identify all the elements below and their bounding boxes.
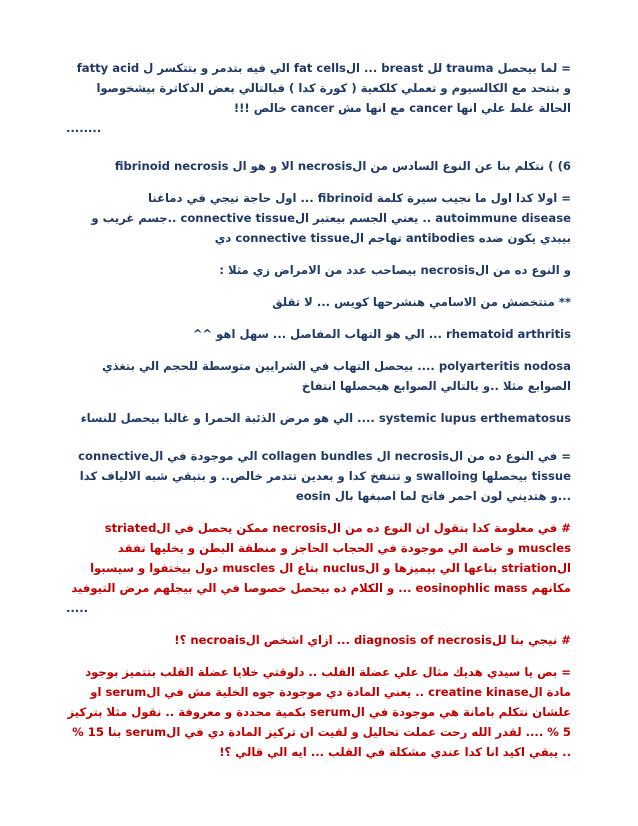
paragraph-diagnosis-heading: # نيجي بنا للdiagnosis of necrosis ... ازاي اشخص الnecroais ؟! — [174, 633, 571, 647]
paragraph-rheumatoid-arthritis: rhematoid arthritis ... الي هو التهاب المفاصل ... سهل اهو ^^ — [192, 327, 571, 341]
paragraph-striated-muscles: # في معلومة كدا بتقول ان النوع ده من الnecrosis ممكن يحصل في الstriated muscles و خاصة الي موجودة في الحجاب الحاجز و منطقة البطن و يخليها تفقد الstriation بتاعها الي بيميزها و الnuclus بتاع ال muscles دول بيختفوا و سيسبوا مكانهم eosinophlic mass ... و الكلام ده بيحصل خصوصا في الي بيجلهم مرض التيوفيد — [71, 521, 571, 595]
paragraph-lupus: systemic lupus erthematosus .... الي هو مرض الذئبة الحمرا و غالبا بيحصل للنساء — [80, 411, 571, 425]
paragraph-diseases-intro: و النوع ده من الnecrosis بيصاحب عدد من الامراض زي مثلا : — [219, 263, 571, 277]
paragraph-dont-worry: ** متتخضش من الاسامي هنشرحها كويس ... لا تقلق — [272, 295, 571, 309]
paragraph-polyarteritis: polyarteritis nodosa .... بيحصل التهاب في الشرايين متوسطة للحجم الي بتغذي الصوابع مثلا ..و بالتالي الصوابع هيحصلها انتفاخ — [102, 359, 571, 393]
paragraph-autoimmune: = اولا كدا اول ما نجيب سيرة كلمة fibrinoid ... اول حاجة تيجي في دماغنا autoimmune disease .. يعني الجسم بيعتبر الconnective tissue ..جسم غريب و بيبدي يكون ضده antibodies تهاجم الconnective tissue دي — [91, 191, 571, 245]
separator-dots-2: ..... — [66, 601, 89, 615]
paragraph-fat-necrosis-trauma: = لما بيحصل trauma لل breast ... الfat cells الي فيه بتدمر و بتتكسر ل fatty acid و بتتحد مع الكالسيوم و تعملي كلكعية ( كورة كدا ) فبالتالي بعض الدكاترة بيشخوصوا الحالة غلط علي انها cancer مع انها مش cancer خالص !!! — [76, 61, 571, 115]
paragraph-fibrinoid-heading: 6) ) نتكلم بنا عن النوع السادس من الnecrosis الا و هو ال fibrinoid necrosis — [114, 159, 571, 173]
paragraph-collagen-bundles: = في النوع ده من الnecrosis ال collagen bundles الي موجودة في الconnective tissue بيحصلها swalloing و تتنفخ كدا و بعدين تتدمر خالص.. و بتبقي شبه الالياف كدا ...و هتديني لون احمر فاتح لما اصبغها بال eosin — [78, 449, 571, 503]
paragraph-creatine-kinase: = بص يا سيدي هديك مثال علي عضلة القلب .. دلوقتي خلايا عضلة القلب بتتميز بوجود مادة الcreatine kinase .. يعني المادة دي موجودة جوه الخلية مش في الserum او علشان نتكلم بامانة هي موجودة في الserum بكمية محددة و معروفة .. نقول مثلا بتركيز 5 % .... لقدر الله رحت عملت تحاليل و لقيت ان تركيز المادة دي في الserum بنا 15 % .. يبقي اكيد انا كدا عندي مشكلة في القلب ... ايه الي قالي ؟! — [67, 665, 571, 759]
document-body — [66, 58, 571, 762]
separator-dots: ........ — [66, 121, 102, 135]
